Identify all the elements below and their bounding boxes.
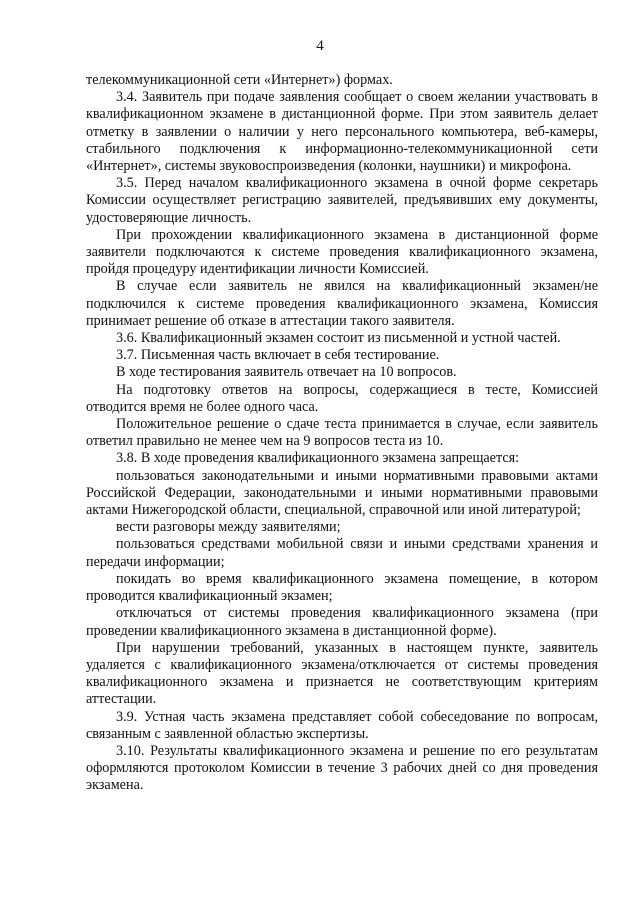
paragraph-prohibition-devices: пользоваться средствами мобильной связи и иными средствами хранения и передачи информации; xyxy=(86,536,598,570)
paragraph-3-7: 3.7. Письменная часть включает в себя тестирование. xyxy=(116,347,440,364)
paragraph-prohibition-disconnect: отключаться от системы проведения квалификационного экзамена (при проведении квалификационного экзамена в дистанционной форме). xyxy=(86,605,598,639)
paragraph-3-4: 3.4. Заявитель при подаче заявления сообщает о своем желании участвовать в квалификационном экзамене в дистанционной форме. При этом заявитель делает отметку в заявлении о наличии у него персонального компьютера, веб-камеры, стабильного подключения к информационно-телекоммуникационной сети «Интернет», системы звуковоспроизведения (колонки, наушники) и микрофона. xyxy=(86,89,598,175)
paragraph-3-6: 3.6. Квалификационный экзамен состоит из письменной и устной частей. xyxy=(116,330,561,347)
paragraph-continuation: телекоммуникационной сети «Интернет») формах. xyxy=(86,72,393,88)
paragraph-3-10: 3.10. Результаты квалификационного экзамена и решение по его результатам оформляются протоколом Комиссии в течение 3 рабочих дней со дня проведения экзамена. xyxy=(86,742,598,794)
document-body xyxy=(86,72,598,795)
paragraph-test-time: На подготовку ответов на вопросы, содержащиеся в тесте, Комиссией отводится время не более одного часа. xyxy=(86,381,598,415)
paragraph-prohibition-talk: вести разговоры между заявителями; xyxy=(116,519,341,536)
paragraph-prohibition-literature: пользоваться законодательными и иными нормативными правовыми актами Российской Федерации, законодательными и иными нормативными правовыми актами Нижегородской области, специальной, справочной или иной литературой; xyxy=(86,467,598,519)
paragraph-test-pass: Положительное решение о сдаче теста принимается в случае, если заявитель ответил правильно не менее чем на 9 вопросов теста из 10. xyxy=(86,416,598,450)
paragraph-3-5: 3.5. Перед началом квалификационного экзамена в очной форме секретарь Комиссии осуществляет регистрацию заявителей, предъявивших ему документы, удостоверяющие личность. xyxy=(86,175,598,226)
paragraph-remote-connection: При прохождении квалификационного экзамена в дистанционной форме заявители подключаются к системе проведения квалификационного экзамена, пройдя процедуру идентификации личности Комиссией. xyxy=(86,226,598,278)
paragraph-test-questions: В ходе тестирования заявитель отвечает на 10 вопросов. xyxy=(116,364,457,381)
paragraph-3-9: 3.9. Устная часть экзамена представляет собой собеседование по вопросам, связанным с заявленной областью экспертизы. xyxy=(86,708,598,742)
paragraph-no-show: В случае если заявитель не явился на квалификационный экзамен/не подключился к системе проведения квалификационного экзамена, Комиссия принимает решение об отказе в аттестации такого заявителя. xyxy=(86,278,598,329)
paragraph-3-8: 3.8. В ходе проведения квалификационного экзамена запрещается: xyxy=(116,450,520,467)
paragraph-violation: При нарушении требований, указанных в настоящем пункте, заявитель удаляется с квалификационного экзамена/отключается от системы проведения квалификационного экзамена и признается не соответствующим критериям аттестации. xyxy=(86,639,598,708)
page-number: 4 xyxy=(316,38,324,54)
paragraph-prohibition-leave: покидать во время квалификационного экзамена помещение, в котором проводится квалификационный экзамен; xyxy=(86,570,598,605)
